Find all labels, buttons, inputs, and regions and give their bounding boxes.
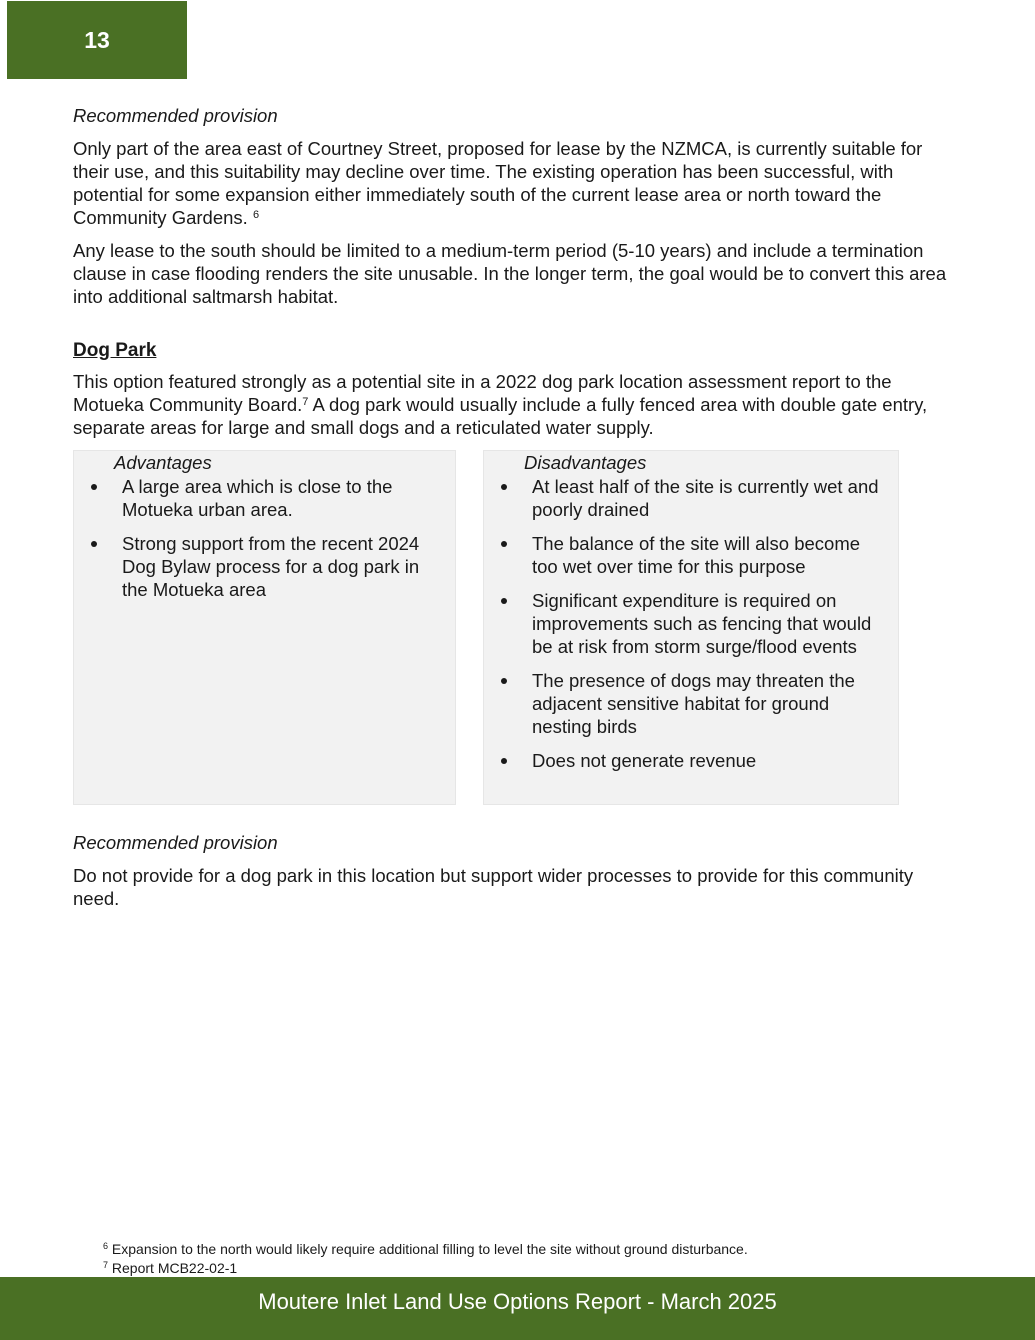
bullet-icon [501,541,507,547]
lease-south-paragraph: Any lease to the south should be limited to a medium-term period (5-10 years) and include a termination clause in case flooding renders the site unusable. In the longer term, the goal would be to convert this area into additional saltmarsh habitat. [73,240,947,307]
footnote-text: Report MCB22-02-1 [111,1260,238,1276]
nzmca-lease-text: Only part of the area east of Courtney Street, proposed for lease by the NZMCA, is currently suitable for their use, and this suitability may decline over time. The existing operation has been successful, with potential for some expansion either immediately south of the current lease area or north toward the Community Gardens. [73,138,923,228]
disadvantages-list [498,475,888,772]
disadvantage-item: The balance of the site will also become too wet over time for this purpose [498,532,888,578]
dog-park-heading: Dog Park [73,340,157,361]
page-number: 13 [84,26,110,53]
dog-park-recommended-heading: Recommended provision [73,832,278,853]
bullet-icon [91,541,97,547]
bullet-icon [91,484,97,490]
page-footer [0,1277,1035,1340]
bullet-icon [501,598,507,604]
advantages-title: Advantages [114,452,212,473]
footnote-ref-6[interactable]: 6 [252,209,260,221]
bullet-icon [501,758,507,764]
advantage-item: Strong support from the recent 2024 Dog Bylaw process for a dog park in the Motueka area [88,532,445,601]
pros-cons-table [73,450,963,805]
footnote-6 [103,1240,983,1259]
advantages-box [73,450,456,805]
page-number-badge [7,1,187,79]
footer-title: Moutere Inlet Land Use Options Report - March 2025 [258,1288,777,1314]
footnote-ref-7[interactable]: 7 [302,396,309,408]
nzmca-lease-paragraph [73,137,963,229]
dog-park-intro-part1: This option featured strongly as a potential site in a 2022 dog park location assessment report to the Motueka Community Board. [73,371,892,415]
footnote-number: 7 [103,1260,109,1270]
disadvantage-item: The presence of dogs may threaten the adjacent sensitive habitat for ground nesting birds [498,669,888,738]
footnote-7 [103,1259,983,1278]
bullet-icon [501,678,507,684]
disadvantages-title: Disadvantages [524,452,647,473]
advantage-item: A large area which is close to the Motueka urban area. [88,475,445,521]
disadvantage-item: At least half of the site is currently wet and poorly drained [498,475,888,521]
advantages-list [88,475,445,601]
footnotes [103,1240,983,1278]
disadvantage-item: Significant expenditure is required on improvements such as fencing that would be at risk from storm surge/flood events [498,589,888,658]
dog-park-recommendation: Do not provide for a dog park in this location but support wider processes to provide for this community need. [73,865,914,909]
disadvantage-item: Does not generate revenue [498,749,888,772]
footnote-number: 6 [103,1241,109,1251]
footnote-text: Expansion to the north would likely require additional filling to level the site without ground disturbance. [111,1241,748,1257]
bullet-icon [501,484,507,490]
disadvantages-box [483,450,899,805]
page-content [73,104,963,920]
recommended-provision-heading: Recommended provision [73,105,278,126]
dog-park-intro-part2: A dog park would usually include a fully fenced area with double gate entry, separate areas for large and small dogs and a reticulated water supply. [73,394,928,438]
dog-park-intro [73,370,963,439]
